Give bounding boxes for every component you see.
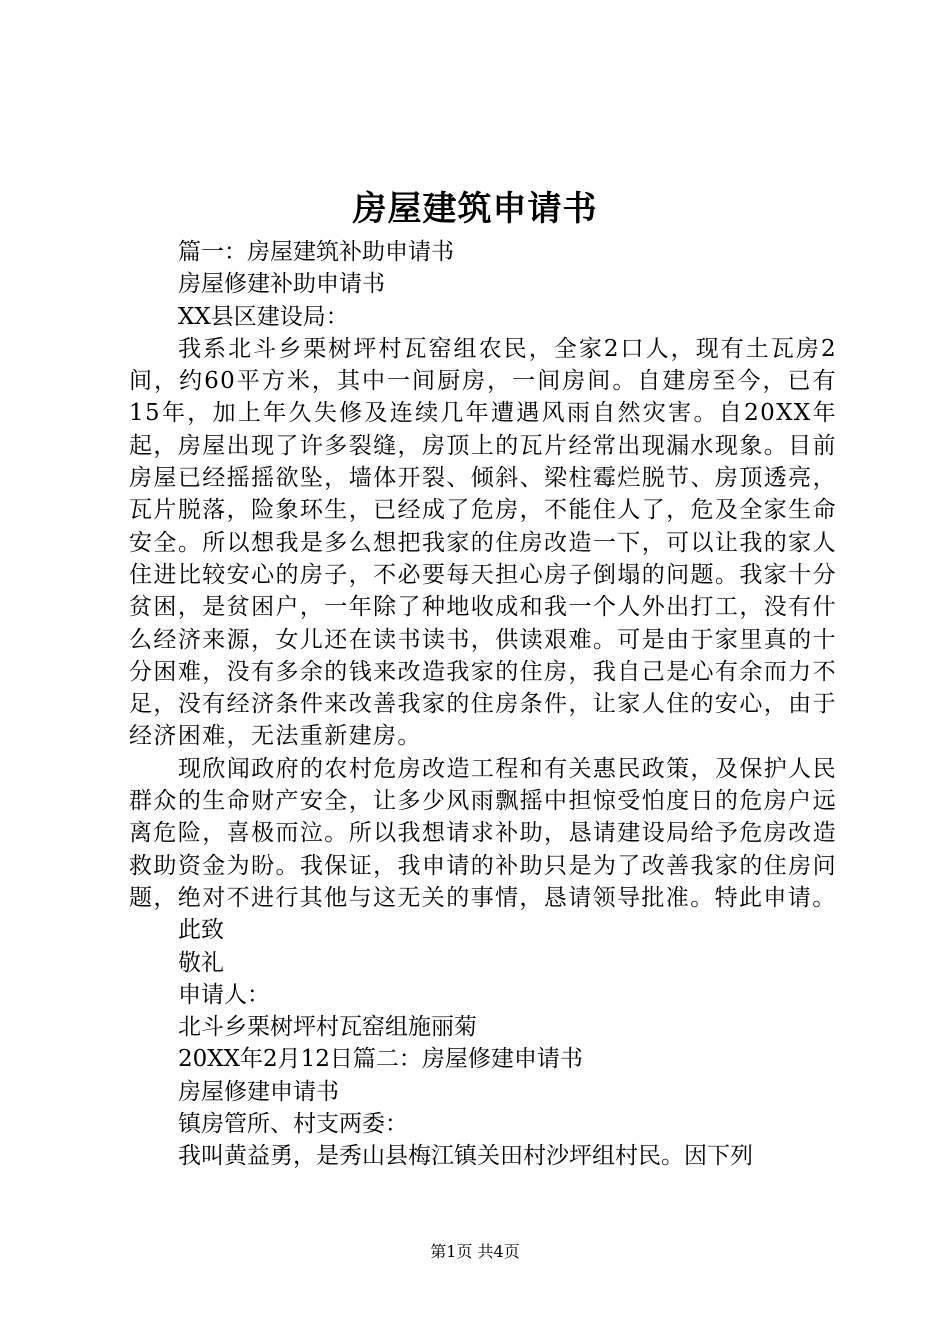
body-paragraph-1: 我系北斗乡栗树坪村瓦窑组农民，全家2口人，现有土瓦房2间，约60平方米，其中一间厨房，一间房间。自建房至今，已有15年，加上年久失修及连续几年遭遇风雨自然灾害。自20XX年起，房屋出现了许多裂缝，房顶上的瓦片经常出现漏水现象。目前房屋已经摇摇欲坠，墙体开裂、倾斜、梁柱霉烂脱节、房顶透亮，瓦片脱落，险象环生，已经成了危房，不能住人了，危及全家生命安全。所以想我是多么想把我家的住房改造一下，可以让我的家人住进比较安心的房子，不必要每天担心房子倒塌的问题。我家十分贫困，是贫困户，一年除了种地收成和我一个人外出打工，没有什么经济来源，女儿还在读书读书，供读艰难。可是由于家里真的十分困难，没有多余的钱来改造我家的住房，我自己是心有余而力不足，没有经济条件来改善我家的住房条件，让家人住的安心，由于经济困难，无法重新建房。 — [129, 335, 837, 750]
document-title: 房屋建筑申请书 — [352, 189, 598, 229]
applicant-name: 北斗乡栗树坪村瓦窑组施丽菊 — [178, 1014, 477, 1041]
section-heading-1: 篇一：房屋建筑补助申请书 — [178, 239, 454, 265]
body-paragraph-3-start: 我叫黄益勇，是秀山县梅江镇关田村沙坪组村民。因下列 — [178, 1143, 753, 1170]
recipient-1: XX县区建设局： — [178, 303, 349, 330]
applicant-label: 申请人： — [178, 981, 270, 1008]
page-footer: 第1页 共4页 — [430, 1242, 520, 1261]
date-and-section-heading-2: 20XX年2月12日篇二：房屋修建申请书 — [178, 1046, 583, 1073]
letter-title-1: 房屋修建补助申请书 — [178, 271, 385, 298]
body-paragraph-2: 现欣闻政府的农村危房改造工程和有关惠民政策，及保护人民群众的生命财产安全，让多少风雨飘摇中担惊受怕度日的危房户远离危险，喜极而泣。所以我想请求补助，恳请建设局给予危房改造救助资金为盼。我保证，我申请的补助只是为了改善我家的住房问题，绝对不进行其他与这无关的事情，恳请领导批准。特此申请。 — [129, 755, 837, 911]
closing-regards: 敬礼 — [178, 949, 224, 976]
letter-title-2: 房屋修建申请书 — [178, 1078, 339, 1105]
closing-salutation: 此致 — [178, 917, 224, 944]
document-body — [129, 236, 837, 1173]
recipient-2: 镇房管所、村支两委： — [178, 1111, 408, 1138]
